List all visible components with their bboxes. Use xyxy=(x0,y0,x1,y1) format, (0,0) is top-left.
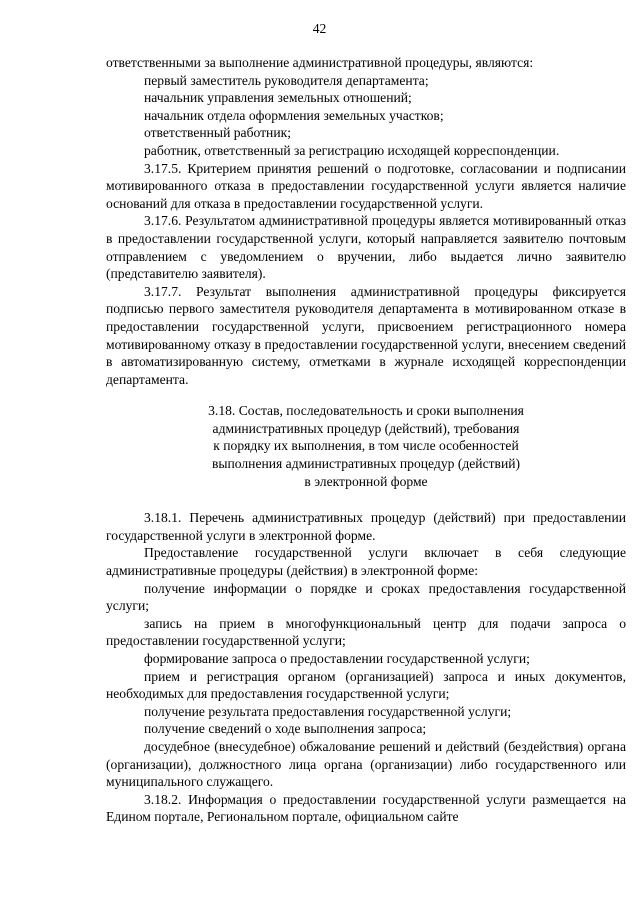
list-item: запись на прием в многофункциональный центр для подачи запроса о предоставлении государственной услуги; xyxy=(106,615,626,649)
list-item: прием и регистрация органом (организацией) запроса и иных документов, необходимых для предоставления государственной услуги; xyxy=(106,668,626,702)
list-item: получение информации о порядке и сроках предоставления государственной услуги; xyxy=(106,580,626,614)
heading-line: административных процедур (действий), требования xyxy=(212,420,520,436)
list-item: работник, ответственный за регистрацию исходящей корреспонденции. xyxy=(144,142,560,158)
list-item: получение сведений о ходе выполнения запроса; xyxy=(144,721,427,737)
paragraph-intro: ответственными за выполнение административной процедуры, являются: xyxy=(106,55,534,70)
list-item: формирование запроса о предоставлении государственной услуги; xyxy=(144,651,530,666)
section-heading-3-18 xyxy=(106,402,626,490)
list-item: получение результата предоставления государственной услуги; xyxy=(144,703,512,719)
heading-line: к порядку их выполнения, в том числе особенностей xyxy=(213,438,519,454)
list-item: первый заместитель руководителя департамента; xyxy=(144,72,429,88)
paragraph-3-18-1: 3.18.1. Перечень административных процедур (действий) при предоставлении государственной услуги в электронной форме. xyxy=(106,510,626,543)
paragraph-3-18-2: 3.18.2. Информация о предоставлении государственной услуги размещается на Едином портале, Региональном портале, официальном сайте xyxy=(106,791,626,825)
paragraph-3-17-5: 3.17.5. Критерием принятия решений о подготовке, согласовании и подписании мотивированного отказа в предоставлении государственной услуги является наличие оснований для отказа в предоставлении государственной услуги. xyxy=(106,160,626,211)
spacer xyxy=(106,490,626,509)
paragraph-3-17-6: 3.17.6. Результатом административной процедуры является мотивированный отказ в предоставлении государственной услуги, который направляется заявителю почтовым отправлением с уведомлением о вручении, либо выдается лично заявителю (представителю заявителя). xyxy=(106,213,626,282)
heading-line: 3.18. Состав, последовательность и сроки выполнения xyxy=(208,403,524,419)
page-number: 42 xyxy=(312,21,327,36)
paragraph-includes: Предоставление государственной услуги включает в себя следующие административные процедуры (действия) в электронной форме: xyxy=(106,545,626,579)
list-item: досудебное (внесудебное) обжалование решений и действий (бездействия) органа (организации), должностного лица органа (организации) либо государственного или муниципального служащего. xyxy=(106,738,626,790)
document-body xyxy=(106,54,626,826)
heading-line: выполнения административных процедур (действий) xyxy=(211,456,521,472)
list-item: ответственный работник; xyxy=(144,125,291,141)
list-item: начальник отдела оформления земельных участков; xyxy=(144,107,444,123)
heading-line: в электронной форме xyxy=(304,473,428,489)
paragraph-3-17-7: 3.17.7. Результат выполнения административной процедуры фиксируется подписью первого заместителя руководителя департамента в мотивированном отказе в предоставлении государственной услуги, присвоением регистрационного номера мотивированному отказу в предоставлении государственной услуги, внесением сведений в автоматизированную систему, отметками в журнале исходящей корреспонденции департамента. xyxy=(106,283,626,387)
list-item: начальник управления земельных отношений; xyxy=(144,90,412,106)
